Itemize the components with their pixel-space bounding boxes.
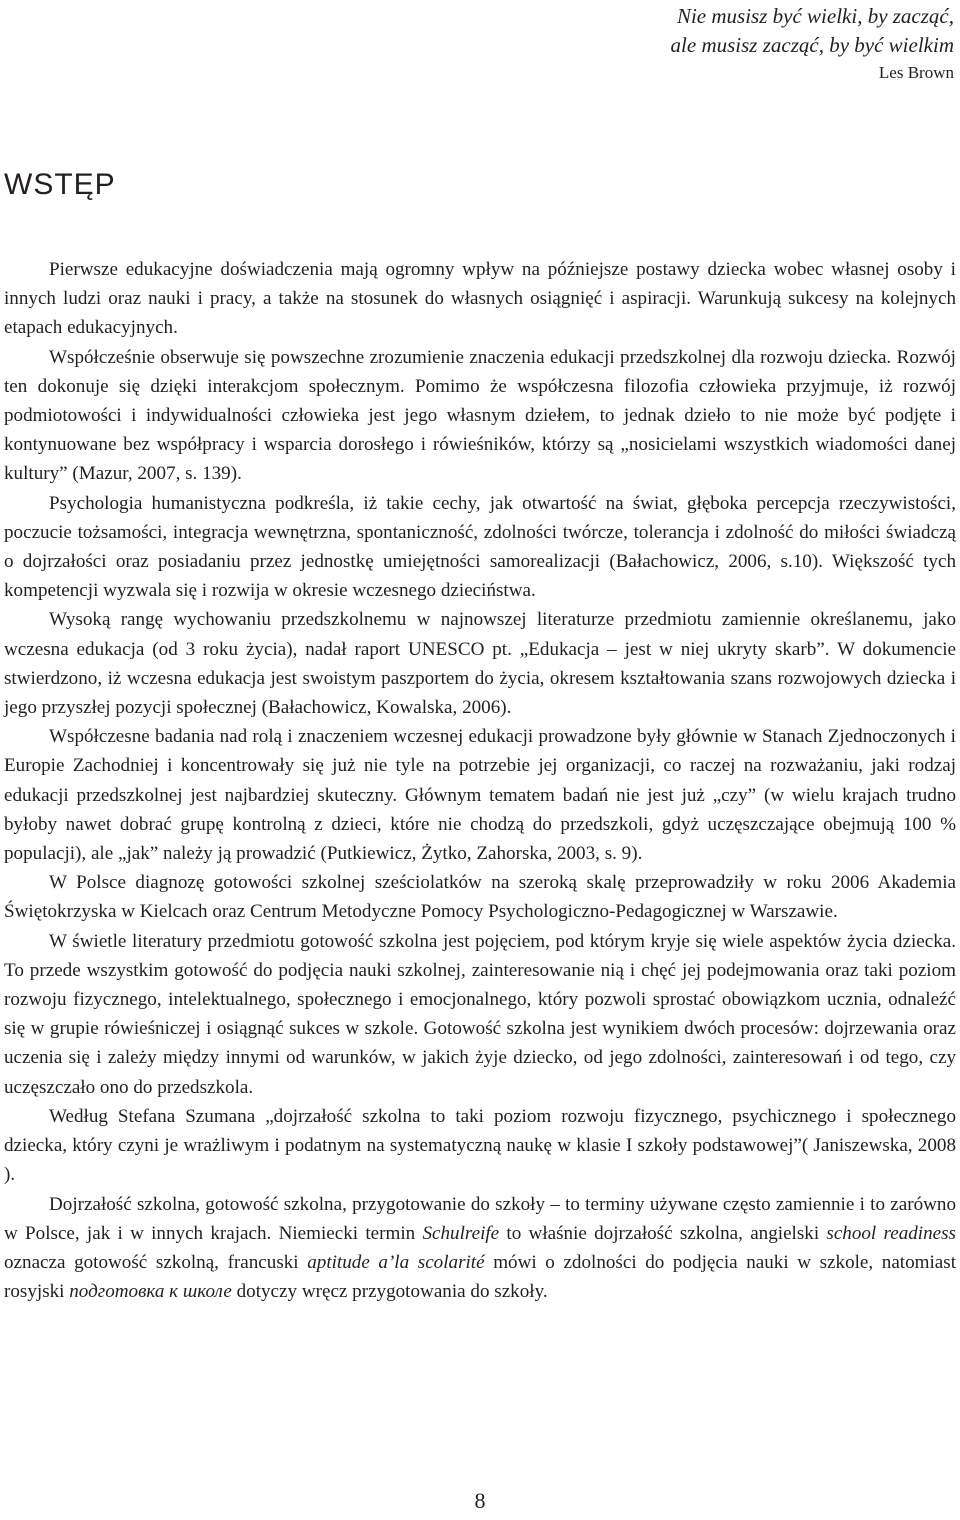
text-run: Pierwsze edukacyjne doświadczenia mają ogromny wpływ na późniejsze postawy dziecka wobec własnej osoby i innych ludzi oraz nauki i pracy, a także na stosunek do własnych osiągnięć i aspiracji. Warunkują sukcesy na kolejnych etapach edukacyjnych. xyxy=(4,259,956,339)
paragraph xyxy=(4,489,956,606)
text-run: Wysoką rangę wychowaniu przedszkolnemu w najnowszej literaturze przedmiotu zamiennie określanemu, jako wczesna edukacja (od 3 roku życia), nadał raport UNESCO pt. „Edukacja – jest w niej ukryty skarb”. W dokumencie stwierdzono, iż wczesna edukacja jest swoistym paszportem do życia, okresem kształtowania szans rozwojowych dziecka i jego przyszłej pozycji społecznej (Bałachowicz, Kowalska, 2006). xyxy=(4,609,956,719)
paragraph xyxy=(4,1102,956,1190)
text-run: Psychologia humanistyczna podkreśla, iż takie cechy, jak otwartość na świat, głęboka percepcja rzeczywistości, poczucie tożsamości, integracja wewnętrzna, spontaniczność, zdolności twórcze, tolerancja i zdolność do miłości świadczą o dojrzałości oraz posiadaniu przez jednostkę umiejętności samorealizacji (Bałachowicz, 2006, s.10). Większość tych kompetencji wyzwala się i rozwija w okresie wczesnego dzieciństwa. xyxy=(4,492,956,602)
paragraph xyxy=(4,343,956,489)
italic-term: aptitude a’la scolarité xyxy=(307,1251,485,1273)
paragraph xyxy=(4,605,956,722)
text-run: dotyczy wręcz przygotowania do szkoły. xyxy=(231,1281,548,1303)
paragraph xyxy=(4,927,956,1102)
epigraph-author: Les Brown xyxy=(878,63,954,82)
text-run: Współcześnie obserwuje się powszechne zrozumienie znaczenia edukacji przedszkolnej dla rozwoju dziecka. Rozwój ten dokonuje się dzięki interakcjom społecznym. Pomimo że współczesna filozofia człowieka przyjmuje, iż rozwój podmiotowości i indywidualności człowieka jest jego własnym dziełem, to jednak dzieło to nie może być podjęte i kontynuowane bez współpracy i wsparcia dorosłego i rówieśników, którzy są „nosicielami wszystkich wiadomości danej kultury” (Mazur, 2007, s. 139). xyxy=(4,346,956,485)
italic-term: подготовка к школе xyxy=(69,1281,232,1303)
paragraph xyxy=(4,1190,956,1307)
paragraph xyxy=(4,255,956,343)
text-run: Współczesne badania nad rolą i znaczeniem wczesnej edukacji prowadzone były głównie w Stanach Zjednoczonych i Europie Zachodniej i koncentrowały się już nie tyle na potrzebie jej organizacji, co raczej na rozważaniu, jaki rodzaj edukacji przedszkolnej jest najbardziej skuteczny. Głównym tematem badań nie jest już „czy” (w wielu krajach trudno byłoby nawet dobrać grupę kontrolną z dzieci, które nie chodzą do przedszkoli, gdyż uczęszczające obejmują 100 % populacji), ale „jak” należy ją prowadzić (Putkiewicz, Żytko, Zahorska, 2003, s. 9). xyxy=(4,726,956,865)
text-run: Dojrzałość szkolna, gotowość szkolna, przygotowanie do szkoły – to terminy używane często zamiennie i to zarówno w Polsce, jak i w innych krajach. Niemiecki termin xyxy=(4,1193,956,1244)
epigraph xyxy=(671,2,954,86)
text-run: W świetle literatury przedmiotu gotowość szkolna jest pojęciem, pod którym kryje się wiele aspektów życia dziecka. To przede wszystkim gotowość do podjęcia nauki szkolnej, zainteresowanie nią i chęć jej podejmowania oraz taki poziom rozwoju fizycznego, intelektualnego, społecznego i emocjonalnego, który pozwoli sprostać obowiązkom ucznia, odnaleźć się w grupie rówieśniczej i osiągnąć sukces w szkole. Gotowość szkolna jest wynikiem dwóch procesów: dojrzewania oraz uczenia się i zależy między innymi od warunków, w jakich żyje dziecko, od jego zdolności, zainteresowań i od tego, czy uczęszczało ono do przedszkola. xyxy=(4,930,956,1098)
text-run: W Polsce diagnozę gotowości szkolnej sześciolatków na szeroką skalę przeprowadziły w roku 2006 Akademia Świętokrzyska w Kielcach oraz Centrum Metodyczne Pomocy Psychologiczno-Pedagogicznej w Warszawie. xyxy=(4,872,956,923)
paragraph xyxy=(4,722,956,868)
chapter-title: WSTĘP xyxy=(4,168,116,201)
epigraph-quote-line-1: Nie musisz być wielki, by zacząć, xyxy=(676,4,954,28)
paragraph xyxy=(4,868,956,926)
text-run: to właśnie dojrzałość szkolna, angielski xyxy=(499,1222,827,1244)
italic-term: school readiness xyxy=(826,1222,956,1244)
page-number: 8 xyxy=(474,1488,486,1513)
body-text xyxy=(4,255,956,1306)
italic-term: Schulreife xyxy=(422,1222,500,1244)
text-run: mówi o zdolności do podjęcia nauki w szkole, natomiast rosyjski xyxy=(4,1251,957,1303)
text-run: oznacza gotowość szkolną, francuski xyxy=(4,1251,308,1273)
text-run: Według Stefana Szumana „dojrzałość szkolna to taki poziom rozwoju fizycznego, psychicznego i społecznego dziecka, który czyni je wrażliwym i podatnym na systematyczną naukę w klasie I szkoły podstawowej”( Janiszewska, 2008 ). xyxy=(4,1105,956,1186)
epigraph-quote-line-2: ale musisz zacząć, by być wielkim xyxy=(670,33,954,57)
